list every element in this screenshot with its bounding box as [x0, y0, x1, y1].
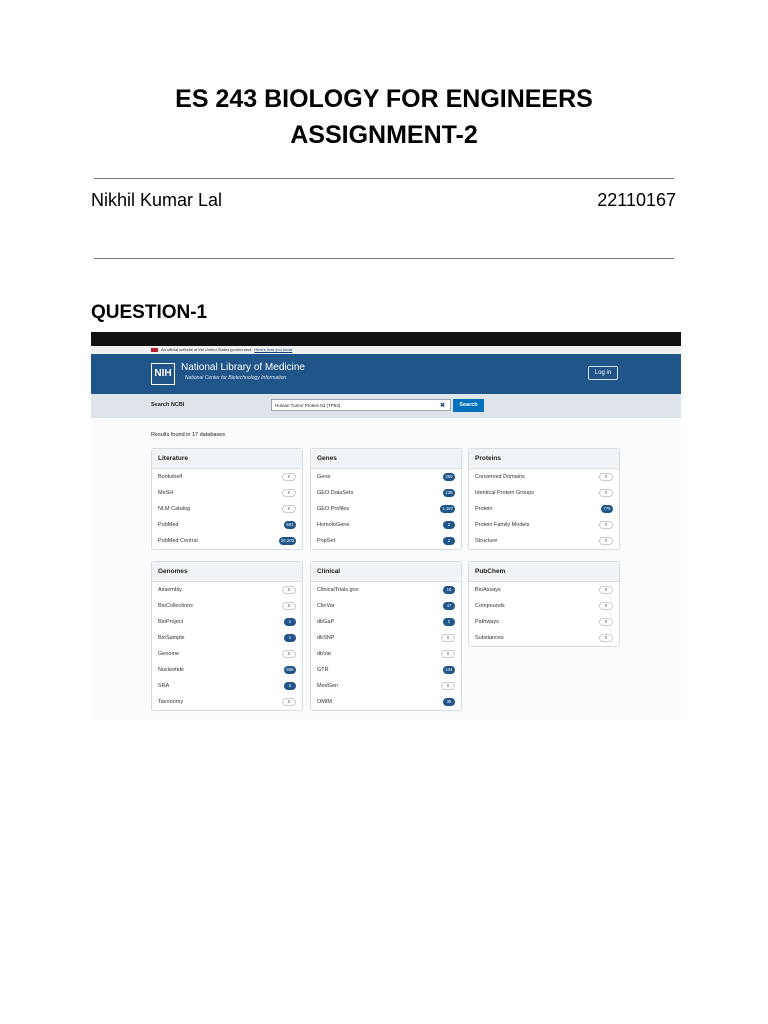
count-badge: 0 [599, 489, 613, 497]
login-button[interactable]: Log in [588, 366, 618, 380]
divider-bottom [94, 258, 674, 259]
database-label[interactable]: Bookshelf [158, 474, 183, 480]
database-label[interactable]: MeSH [158, 490, 174, 496]
database-label[interactable]: Compounds [475, 603, 505, 609]
database-label[interactable]: Protein Family Models [475, 522, 530, 528]
count-badge: 0 [282, 650, 296, 658]
search-button[interactable]: Search [453, 399, 484, 412]
database-label[interactable]: SRA [158, 683, 170, 689]
card-literature [151, 448, 303, 550]
database-row[interactable] [469, 517, 619, 533]
database-label[interactable]: HomoloGene [317, 522, 350, 528]
database-row[interactable] [469, 598, 619, 614]
count-badge: 350 [443, 473, 455, 481]
count-badge: 0 [441, 650, 455, 658]
database-row[interactable] [152, 646, 302, 662]
question-heading: QUESTION-1 [91, 302, 208, 323]
database-label[interactable]: Genome [158, 651, 180, 657]
database-row[interactable] [311, 662, 461, 678]
count-badge: 134 [443, 666, 455, 674]
card-title: PubChem [469, 562, 619, 582]
count-badge: 16 [443, 586, 455, 594]
us-flag-icon [151, 348, 158, 352]
count-badge: 138 [443, 489, 455, 497]
count-badge: 0 [599, 634, 613, 642]
nlm-header [91, 354, 681, 394]
database-row[interactable] [469, 485, 619, 501]
clear-icon[interactable]: ✖ [440, 403, 446, 409]
count-badge: 26,203 [280, 538, 294, 543]
database-label[interactable]: BioSample [158, 635, 185, 641]
database-row[interactable] [311, 646, 461, 662]
count-badge: 2 [443, 537, 455, 545]
database-label[interactable]: PubMed Central [158, 538, 198, 544]
count-badge: 0 [599, 473, 613, 481]
count-badge: 2 [443, 618, 455, 626]
count-badge: 691 [284, 521, 296, 529]
database-label[interactable]: ClinVar [317, 603, 335, 609]
database-row[interactable] [311, 501, 461, 517]
database-label[interactable]: Identical Protein Groups [475, 490, 535, 496]
database-row[interactable] [469, 469, 619, 485]
database-row[interactable] [152, 469, 302, 485]
database-row[interactable] [152, 678, 302, 694]
database-label[interactable]: dbVar [317, 651, 332, 657]
card-pubchem [468, 561, 620, 647]
database-label[interactable]: PopSet [317, 538, 336, 544]
roll-number: 22110167 [597, 190, 676, 210]
gov-banner-text: An official website of the United States government [161, 347, 252, 352]
database-label[interactable]: BioProject [158, 619, 184, 625]
card-title: Genomes [152, 562, 302, 582]
database-row[interactable] [152, 501, 302, 517]
card-proteins [468, 448, 620, 550]
database-label[interactable]: Gene [317, 474, 331, 480]
database-label[interactable]: dbGaP [317, 619, 335, 625]
count-badge: 0 [282, 698, 296, 706]
database-label[interactable]: Assembly [158, 587, 182, 593]
database-label[interactable]: Substances [475, 635, 504, 641]
database-row[interactable] [152, 630, 302, 646]
count-badge: 2 [443, 521, 455, 529]
nih-logo[interactable]: NIH [151, 363, 175, 385]
divider-top [94, 178, 674, 179]
database-row[interactable] [152, 582, 302, 598]
database-row[interactable] [469, 614, 619, 630]
database-row[interactable] [311, 678, 461, 694]
search-label: Search NCBI [151, 402, 185, 408]
count-badge: 0 [599, 537, 613, 545]
database-label[interactable]: PubMed [158, 522, 179, 528]
count-badge: 0 [599, 618, 613, 626]
database-label[interactable]: Conserved Domains [475, 474, 525, 480]
card-title: Literature [152, 449, 302, 469]
database-row[interactable] [311, 517, 461, 533]
count-badge: 0 [282, 473, 296, 481]
count-badge: 0 [441, 634, 455, 642]
database-row[interactable] [469, 630, 619, 646]
count-badge: 668 [284, 666, 296, 674]
database-label[interactable]: BioCollections [158, 603, 193, 609]
database-row[interactable] [311, 598, 461, 614]
database-label[interactable]: Taxonomy [158, 699, 184, 705]
database-label[interactable]: Structure [475, 538, 498, 544]
database-row[interactable] [311, 469, 461, 485]
card-title: Genes [311, 449, 461, 469]
database-label[interactable]: Nucleotide [158, 667, 184, 673]
database-label[interactable]: NLM Catalog [158, 506, 191, 512]
count-badge: 0 [441, 682, 455, 690]
count-badge: 1,167 [442, 506, 453, 511]
database-row[interactable] [152, 662, 302, 678]
database-row[interactable] [311, 485, 461, 501]
count-badge: 47 [443, 602, 455, 610]
database-label[interactable]: Protein [475, 506, 493, 512]
database-label[interactable]: GEO DataSets [317, 490, 354, 496]
database-row[interactable] [152, 598, 302, 614]
database-label[interactable]: MedGen [317, 683, 339, 689]
count-badge: 1 [284, 618, 296, 626]
database-row[interactable] [311, 533, 461, 549]
database-row[interactable] [311, 614, 461, 630]
search-bar [91, 394, 681, 418]
database-row[interactable] [469, 533, 619, 549]
database-label[interactable]: OMIM [317, 699, 332, 705]
count-badge: 0 [282, 489, 296, 497]
database-label[interactable]: dbSNP [317, 635, 335, 641]
database-row[interactable] [152, 614, 302, 630]
database-row[interactable] [311, 630, 461, 646]
count-badge: 0 [599, 602, 613, 610]
count-badge: 35 [443, 698, 455, 706]
database-label[interactable]: GTR [317, 667, 329, 673]
count-badge: 0 [599, 586, 613, 594]
database-row[interactable] [152, 517, 302, 533]
site-subtitle: National Center for Biotechnology Information [185, 375, 287, 381]
card-clinical [310, 561, 462, 711]
gov-banner [91, 346, 681, 354]
count-badge: 1 [284, 634, 296, 642]
card-title: Proteins [469, 449, 619, 469]
database-row[interactable] [152, 694, 302, 710]
card-title: Clinical [311, 562, 461, 582]
count-badge: 0 [282, 586, 296, 594]
card-genomes [151, 561, 303, 711]
site-name[interactable]: National Library of Medicine [181, 362, 305, 373]
count-badge: 0 [282, 505, 296, 513]
card-genes [310, 448, 462, 550]
database-row[interactable] [469, 582, 619, 598]
results-summary: Results found in 17 databases [151, 432, 225, 438]
database-label[interactable]: GEO Profiles [317, 506, 350, 512]
gov-banner-link[interactable]: Here's how you know [254, 347, 293, 352]
count-badge: 5 [284, 682, 296, 690]
count-badge: 0 [282, 602, 296, 610]
count-badge: 0 [599, 521, 613, 529]
database-row[interactable] [311, 582, 461, 598]
ncbi-screenshot [91, 332, 681, 720]
count-badge: 775 [601, 505, 613, 513]
document-title: ES 243 BIOLOGY FOR ENGINEERS [175, 85, 593, 113]
database-row[interactable] [311, 694, 461, 710]
browser-black-bar [91, 332, 681, 346]
document-subtitle: ASSIGNMENT-2 [290, 121, 478, 149]
database-row[interactable] [152, 533, 302, 549]
database-label[interactable]: ClinicalTrials.gov [317, 587, 359, 593]
author-name: Nikhil Kumar Lal [91, 190, 223, 210]
database-row[interactable] [152, 485, 302, 501]
database-row[interactable] [469, 501, 619, 517]
database-label[interactable]: BioAssays [475, 587, 501, 593]
database-label[interactable]: Pathways [475, 619, 499, 625]
search-input[interactable]: Human Tumor Protein 53 (TP53) [271, 399, 451, 411]
